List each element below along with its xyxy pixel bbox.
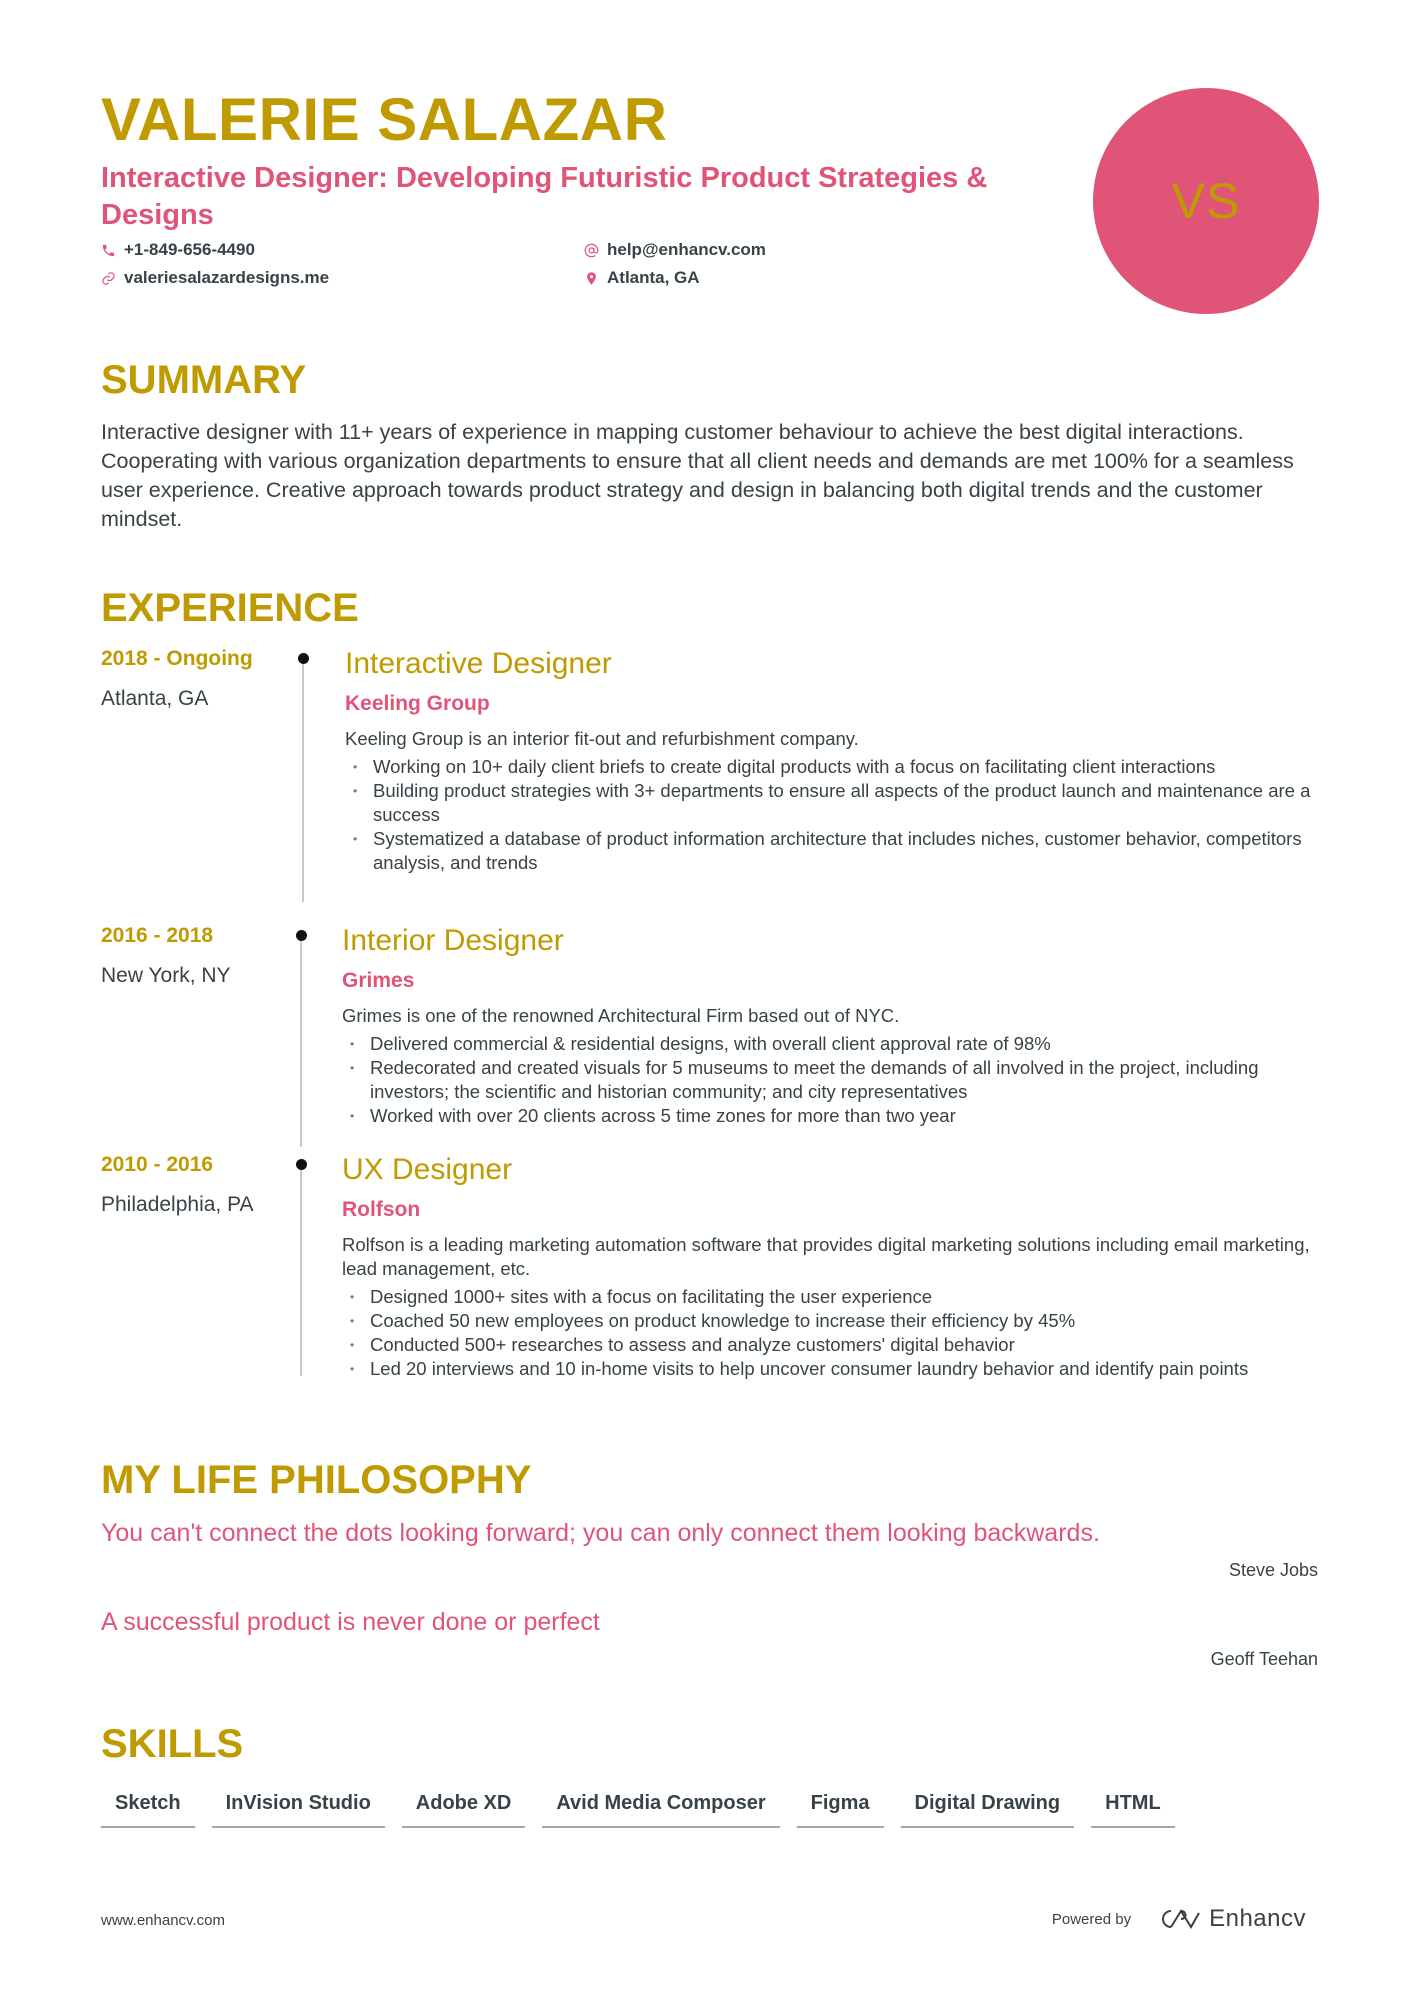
skill-tag: Adobe XD bbox=[402, 1790, 526, 1828]
job-bullet: • Delivered commercial & residential designs, with overall client approval rate of 98% bbox=[342, 1032, 1332, 1056]
timeline-dot bbox=[296, 1159, 307, 1170]
phone-icon bbox=[101, 243, 116, 258]
quote-text: You can't connect the dots looking forward; you can only connect them looking backwards. bbox=[101, 1519, 1100, 1547]
job-bullet: • Systematized a database of product information architecture that includes niches, customer behavior, competitors analysis, and trends bbox=[345, 827, 1335, 875]
job-bullet: • Worked with over 20 clients across 5 time zones for more than two year bbox=[342, 1104, 1332, 1128]
quote-author: Geoff Teehan bbox=[1210, 1649, 1318, 1669]
location-pin-icon bbox=[584, 271, 599, 286]
job-dates: 2010 - 2016 bbox=[101, 1153, 214, 1176]
avatar bbox=[1093, 88, 1319, 314]
job-bullets bbox=[342, 1285, 1332, 1381]
job-description: Rolfson is a leading marketing automation software that provides digital marketing solutions including email marketing, lead management, etc. bbox=[342, 1234, 1310, 1279]
avatar-initials: VS bbox=[1171, 173, 1241, 229]
job-location: New York, NY bbox=[101, 964, 231, 987]
job-bullet: • Designed 1000+ sites with a focus on facilitating the user experience bbox=[342, 1285, 1332, 1309]
job-entry bbox=[342, 1151, 1332, 1381]
footer-branding bbox=[1052, 1905, 1306, 1933]
skills-list bbox=[101, 1790, 1175, 1828]
experience-heading: EXPERIENCE bbox=[101, 586, 359, 630]
website-url: valeriesalazardesigns.me bbox=[124, 268, 330, 287]
candidate-headline: Interactive Designer: Developing Futuristic Product Strategies & Designs bbox=[101, 162, 988, 231]
job-title: Interactive Designer bbox=[345, 647, 612, 680]
enhancv-logo[interactable] bbox=[1157, 1905, 1306, 1933]
job-location: Atlanta, GA bbox=[101, 687, 209, 710]
job-bullet: • Conducted 500+ researches to assess and analyze customers' digital behavior bbox=[342, 1333, 1332, 1357]
skill-tag: HTML bbox=[1091, 1790, 1175, 1828]
timeline-line bbox=[300, 1166, 302, 1376]
job-bullet: • Working on 10+ daily client briefs to create digital products with a focus on facilitating client interactions bbox=[345, 755, 1335, 779]
job-bullets bbox=[342, 1032, 1332, 1128]
job-bullet: • Led 20 interviews and 10 in-home visits to help uncover consumer laundry behavior and identify pain points bbox=[342, 1357, 1332, 1381]
job-entry bbox=[345, 645, 1335, 875]
job-bullet: • Coached 50 new employees on product knowledge to increase their efficiency by 45% bbox=[342, 1309, 1332, 1333]
job-company: Grimes bbox=[342, 969, 415, 992]
location-text: Atlanta, GA bbox=[607, 268, 700, 287]
job-company: Rolfson bbox=[342, 1198, 421, 1221]
job-location: Philadelphia, PA bbox=[101, 1193, 254, 1216]
contact-phone[interactable] bbox=[101, 240, 255, 260]
job-bullets bbox=[345, 755, 1335, 875]
philosophy-heading: MY LIFE PHILOSOPHY bbox=[101, 1458, 532, 1502]
job-description: Keeling Group is an interior fit-out and refurbishment company. bbox=[345, 728, 859, 749]
job-bullet: • Redecorated and created visuals for 5 museums to meet the demands of all involved in the project, including investors; the scientific and historian community; and city representatives bbox=[342, 1056, 1332, 1104]
enhancv-logo-icon bbox=[1157, 1907, 1201, 1931]
job-title: Interior Designer bbox=[342, 924, 564, 957]
brand-name: Enhancv bbox=[1209, 1905, 1306, 1932]
timeline-line bbox=[300, 937, 302, 1147]
footer-website-link[interactable]: www.enhancv.com bbox=[101, 1912, 225, 1929]
timeline-dot bbox=[298, 653, 309, 664]
summary-text: Interactive designer with 11+ years of experience in mapping customer behaviour to achieve the best digital interactions. Cooperating with various organization departments to ensure that all client needs and demands are met 100% for a seamless user experience. Creative approach towards product strategy and design in balancing both digital trends and the customer mindset. bbox=[101, 420, 1294, 531]
phone-number: +1-849-656-4490 bbox=[124, 240, 255, 259]
at-icon bbox=[584, 243, 599, 258]
job-dates: 2016 - 2018 bbox=[101, 924, 214, 947]
skill-tag: Figma bbox=[797, 1790, 884, 1828]
skill-tag: Digital Drawing bbox=[901, 1790, 1075, 1828]
quote-author: Steve Jobs bbox=[1228, 1560, 1318, 1580]
job-dates: 2018 - Ongoing bbox=[101, 647, 253, 670]
timeline-line bbox=[302, 660, 304, 902]
quote-text: A successful product is never done or perfect bbox=[101, 1608, 600, 1636]
job-title: UX Designer bbox=[342, 1153, 513, 1186]
job-entry bbox=[342, 922, 1332, 1128]
email-address: help@enhancv.com bbox=[607, 240, 766, 259]
skill-tag: Sketch bbox=[101, 1790, 195, 1828]
skills-heading: SKILLS bbox=[101, 1722, 244, 1766]
contact-website[interactable] bbox=[101, 268, 329, 288]
skill-tag: Avid Media Composer bbox=[542, 1790, 779, 1828]
powered-by-label: Powered by bbox=[1051, 1910, 1132, 1928]
job-bullet: • Building product strategies with 3+ departments to ensure all aspects of the product launch and maintenance are a success bbox=[345, 779, 1335, 827]
link-icon bbox=[101, 271, 116, 286]
skill-tag: InVision Studio bbox=[212, 1790, 385, 1828]
summary-heading: SUMMARY bbox=[101, 358, 307, 402]
timeline-dot bbox=[296, 930, 307, 941]
job-description: Grimes is one of the renowned Architectural Firm based out of NYC. bbox=[342, 1005, 900, 1026]
candidate-name: VALERIE SALAZAR bbox=[101, 86, 668, 153]
contact-location bbox=[584, 268, 700, 288]
job-company: Keeling Group bbox=[345, 692, 490, 715]
contact-email[interactable] bbox=[584, 240, 766, 260]
